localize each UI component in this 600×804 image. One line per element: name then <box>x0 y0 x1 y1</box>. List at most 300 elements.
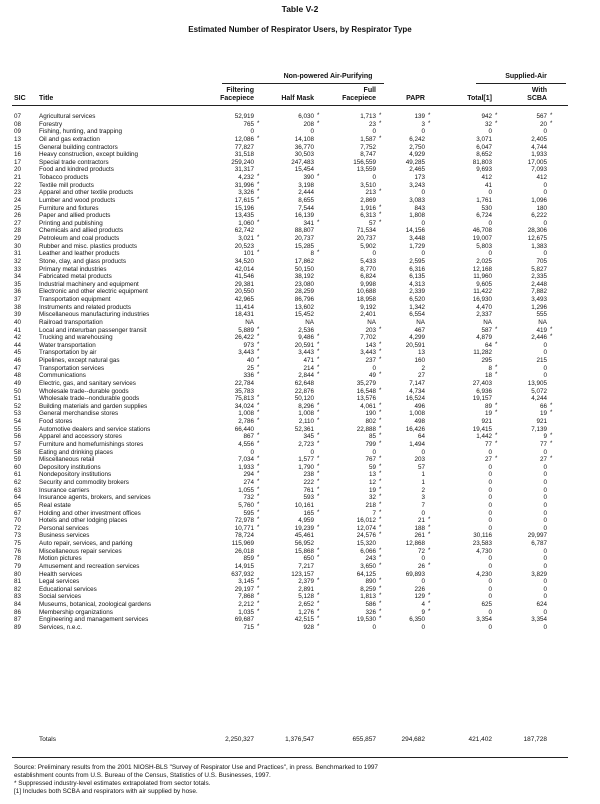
row-full: 15,320 <box>356 540 376 547</box>
row-title: Primary metal industries <box>39 265 107 273</box>
row-total: 1,761 <box>476 196 492 204</box>
row-title: Tobacco products <box>39 174 89 181</box>
row-with-scba: 17,005 <box>527 158 547 166</box>
row-with-scba: 0 <box>543 547 547 555</box>
row-full-flag: * <box>379 555 382 562</box>
row-total: 0 <box>488 509 492 517</box>
row-with-scba: 12,675 <box>527 235 547 242</box>
row-with-scba: 0 <box>543 524 547 532</box>
row-papr: 2,339 <box>409 288 425 296</box>
row-with-scba: 6,787 <box>531 540 547 547</box>
row-filtering-flag: * <box>257 341 260 348</box>
table-row <box>0 449 600 457</box>
row-papr: 6,350 <box>409 616 425 624</box>
row-total: 412 <box>481 174 492 181</box>
row-with-scba-flag: * <box>550 326 553 333</box>
row-papr: 188 <box>414 524 425 532</box>
row-sic: 36 <box>14 288 22 296</box>
row-title: Food and kindred products <box>39 166 114 174</box>
row-sic: 83 <box>14 593 22 601</box>
row-with-scba: 27 <box>539 456 547 464</box>
row-with-scba: 0 <box>543 501 547 509</box>
table-row <box>0 235 600 243</box>
row-half-mask-flag: * <box>317 440 320 447</box>
row-title: Instruments and related products <box>39 303 132 311</box>
row-full-flag: * <box>379 532 382 539</box>
row-with-scba: 0 <box>543 608 547 616</box>
row-full: 2,401 <box>360 311 376 319</box>
row-title: Wholesale trade--durable goods <box>39 387 129 395</box>
row-sic: 35 <box>14 280 22 288</box>
row-with-scba: 0 <box>543 479 547 486</box>
row-total: 0 <box>488 517 492 525</box>
row-half-mask: 214 <box>303 364 314 372</box>
row-half-mask: 2,891 <box>298 585 314 593</box>
row-papr: 7 <box>421 501 425 509</box>
row-papr-flag: * <box>428 532 431 539</box>
row-with-scba: 555 <box>536 311 547 319</box>
row-half-mask-flag: * <box>317 471 320 478</box>
row-papr: 27 <box>417 372 425 380</box>
row-papr: 160 <box>414 357 425 364</box>
row-filtering-flag: * <box>257 479 260 485</box>
row-total: 81,803 <box>472 158 492 166</box>
row-sic: 64 <box>14 494 22 502</box>
row-papr: 1,008 <box>409 410 425 418</box>
row-filtering-flag: * <box>257 456 260 463</box>
row-full: 6,824 <box>360 273 376 281</box>
row-half-mask: 2,723 <box>298 440 314 448</box>
row-title: Security and commodity brokers <box>39 479 129 486</box>
row-full: 13,559 <box>356 166 376 174</box>
row-sic: 65 <box>14 501 22 509</box>
row-papr: 6,316 <box>409 265 425 273</box>
row-half-mask-flag: * <box>317 578 320 585</box>
row-full: 799 <box>365 440 376 448</box>
row-title: Eating and drinking places <box>39 448 113 456</box>
row-full: 9,998 <box>360 280 376 288</box>
row-half-mask: 13,602 <box>294 303 314 311</box>
table-row <box>0 151 600 159</box>
row-filtering-flag: * <box>257 219 260 226</box>
column-header-full-line1: Full <box>363 87 376 94</box>
group-header-supplied: Supplied-Air <box>505 73 547 80</box>
row-sic: 52 <box>14 402 22 410</box>
row-title: Petroleum and coal products <box>39 235 120 242</box>
row-papr: 1,729 <box>409 242 425 250</box>
row-full-flag: * <box>379 517 382 524</box>
row-filtering: 52,919 <box>234 113 254 120</box>
row-title: Health services <box>39 570 83 578</box>
row-with-scba: 3,829 <box>531 570 547 578</box>
row-total: 2,025 <box>476 257 492 265</box>
row-half-mask: 50,150 <box>294 265 314 273</box>
row-half-mask: 8,655 <box>298 196 314 204</box>
table-row <box>0 479 600 487</box>
row-full: 23 <box>368 120 376 128</box>
row-papr-flag: * <box>428 113 431 119</box>
table-row <box>0 380 600 388</box>
row-half-mask: 650 <box>303 555 314 563</box>
row-total-flag: * <box>495 456 498 463</box>
row-sic: 87 <box>14 616 22 624</box>
row-with-scba: 2,446 <box>531 334 547 342</box>
table-row <box>0 601 600 609</box>
row-half-mask: 45,461 <box>294 532 314 540</box>
row-with-scba-flag: * <box>550 433 553 440</box>
row-total: 4,730 <box>476 547 492 555</box>
row-papr: 6,520 <box>409 296 425 303</box>
row-filtering-flag: * <box>257 623 260 630</box>
column-header-filtering <box>220 87 254 103</box>
row-title: Educational services <box>39 585 97 593</box>
row-filtering: 5,760 <box>238 501 254 509</box>
table-row <box>0 311 600 319</box>
table-row <box>0 433 600 441</box>
row-papr: 21 <box>417 517 425 525</box>
row-papr: 3 <box>421 494 425 502</box>
row-half-mask: 345 <box>303 433 314 441</box>
row-title: Hotels and other lodging places <box>39 517 128 525</box>
row-with-scba: 0 <box>543 555 547 563</box>
row-with-scba: 0 <box>543 349 547 357</box>
row-full: 16,012 <box>356 517 376 525</box>
row-filtering: 859 <box>243 555 254 563</box>
column-header-half-mask: Half Mask <box>281 95 314 102</box>
row-filtering: 765 <box>243 120 254 128</box>
row-total: 530 <box>481 204 492 212</box>
row-filtering-flag: * <box>257 235 260 241</box>
row-papr: 6,135 <box>409 273 425 281</box>
row-total: 19,007 <box>472 235 492 242</box>
row-with-scba: 0 <box>543 128 547 136</box>
column-header-with-line2: SCBA <box>527 95 547 102</box>
row-half-mask-flag: * <box>317 402 320 409</box>
row-full: 6,313 <box>360 212 376 220</box>
row-total: 0 <box>488 585 492 593</box>
row-papr: 1,342 <box>409 303 425 311</box>
row-with-scba: 419 <box>536 326 547 334</box>
row-total: 0 <box>488 479 492 486</box>
row-title: Building materials and garden supplies <box>39 402 148 410</box>
row-sic: 72 <box>14 524 22 532</box>
row-full-flag: * <box>379 135 382 142</box>
row-full: 3,510 <box>360 181 376 189</box>
row-total: 0 <box>488 555 492 563</box>
row-total: 625 <box>481 601 492 608</box>
row-total: 0 <box>488 486 492 494</box>
row-filtering-flag: * <box>257 349 260 356</box>
row-filtering: 72,978 <box>234 517 254 525</box>
row-half-mask-flag: * <box>317 623 320 630</box>
row-sic: 29 <box>14 235 22 242</box>
row-full: 156,559 <box>353 158 376 166</box>
row-sic: 70 <box>14 517 22 525</box>
column-header-sic: SIC <box>14 95 26 102</box>
row-sic: 57 <box>14 440 22 448</box>
row-filtering: 4,556 <box>238 440 254 448</box>
row-with-scba: 4,244 <box>531 395 547 403</box>
row-sic: 15 <box>14 143 22 151</box>
row-papr: 0 <box>421 448 425 456</box>
row-total-flag: * <box>495 410 498 417</box>
row-half-mask: 10,161 <box>294 501 314 509</box>
row-filtering-flag: * <box>257 189 260 196</box>
row-title: Textile mill products <box>39 181 94 189</box>
row-title: General merchandise stores <box>39 410 119 418</box>
row-total: 0 <box>488 219 492 227</box>
row-full: 1,813 <box>360 593 376 601</box>
row-sic: 47 <box>14 364 22 372</box>
row-half-mask-flag: * <box>317 219 320 226</box>
row-half-mask: 88,807 <box>294 227 314 235</box>
row-filtering-flag: * <box>257 517 260 524</box>
row-half-mask-flag: * <box>317 372 320 379</box>
row-half-mask-flag: * <box>317 418 320 424</box>
row-total: 4,470 <box>476 303 492 311</box>
row-total: 41 <box>484 181 492 189</box>
row-half-mask: 52,361 <box>294 425 314 433</box>
table-row <box>0 327 600 335</box>
row-sic: 80 <box>14 570 22 578</box>
row-papr: 9 <box>421 608 425 616</box>
row-full: 1,713 <box>360 113 376 120</box>
row-filtering: 31,317 <box>234 166 254 174</box>
column-header-papr: PAPR <box>406 95 425 102</box>
row-sic: 22 <box>14 181 22 189</box>
row-with-scba: 3,354 <box>531 616 547 624</box>
row-title: Electric, gas, and sanitary services <box>39 379 136 387</box>
row-full: 4,061 <box>360 402 376 410</box>
row-half-mask: 8 <box>310 250 314 258</box>
row-sic: 21 <box>14 174 22 181</box>
row-title: Wholesale trade--nondurable goods <box>39 395 140 403</box>
row-half-mask: 56,952 <box>294 540 314 547</box>
row-half-mask-flag: * <box>317 357 320 363</box>
row-total: 1,442 <box>476 433 492 441</box>
row-with-scba: 0 <box>543 219 547 227</box>
column-header-with-scba <box>527 87 547 103</box>
row-full: 0 <box>372 364 376 372</box>
row-half-mask-flag: * <box>317 456 320 463</box>
row-with-scba: 412 <box>536 174 547 181</box>
table-row <box>0 227 600 235</box>
row-half-mask: 238 <box>303 471 314 479</box>
row-with-scba: 3,493 <box>531 296 547 303</box>
row-with-scba: 215 <box>536 357 547 364</box>
row-sic: 23 <box>14 189 22 197</box>
row-sic: 89 <box>14 623 22 631</box>
row-sic: 59 <box>14 456 22 464</box>
row-full-flag: * <box>379 601 382 607</box>
row-filtering: 15,196 <box>234 204 254 212</box>
row-title: Membership organizations <box>39 608 113 616</box>
row-sic: 09 <box>14 128 22 136</box>
row-papr: 2,750 <box>409 143 425 151</box>
row-total-flag: * <box>495 364 498 371</box>
row-papr: 3 <box>421 120 425 128</box>
row-half-mask: 19,239 <box>294 524 314 532</box>
row-filtering: 259,240 <box>231 158 254 166</box>
row-sic: 16 <box>14 151 22 159</box>
table-row <box>0 121 600 129</box>
row-papr: 1 <box>421 471 425 479</box>
row-title: Lumber and wood products <box>39 196 116 204</box>
row-with-scba: 5,827 <box>531 265 547 273</box>
row-full-flag: * <box>379 616 382 623</box>
row-with-scba: 0 <box>543 486 547 494</box>
row-title: Automotive dealers and service stations <box>39 425 151 433</box>
row-full-flag: * <box>379 113 382 119</box>
row-title: Communications <box>39 372 86 380</box>
row-half-mask: 36,770 <box>294 143 314 151</box>
row-with-scba: 921 <box>536 418 547 425</box>
row-with-scba: 0 <box>543 341 547 349</box>
row-filtering: 3,021 <box>238 235 254 242</box>
row-sic: 08 <box>14 120 22 128</box>
row-title: Food stores <box>39 418 73 425</box>
row-papr: 69,893 <box>405 570 425 578</box>
row-filtering-flag: * <box>257 494 260 501</box>
row-with-scba: 6,222 <box>531 212 547 220</box>
row-title: Apparel and other textile products <box>39 189 134 197</box>
row-filtering: 40 <box>246 357 254 364</box>
column-header-full-line2: Facepiece <box>342 95 376 102</box>
row-sic: 86 <box>14 608 22 616</box>
row-total: 8,652 <box>476 151 492 159</box>
row-filtering: 29,197 <box>234 585 254 593</box>
row-full-flag: * <box>379 204 382 211</box>
table-row <box>0 113 600 121</box>
table-row <box>0 144 600 152</box>
footnote-suppressed: * Suppressed industry-level estimates extrapolated from sector totals. <box>14 780 211 787</box>
totals-with-scba: 187,728 <box>523 736 547 743</box>
row-total: 0 <box>488 524 492 532</box>
row-filtering: 4,232 <box>238 174 254 181</box>
row-total-flag: * <box>495 113 498 119</box>
row-total: 19 <box>484 410 492 418</box>
row-half-mask: 165 <box>303 509 314 517</box>
row-full: 802 <box>365 418 376 425</box>
row-papr: 0 <box>421 219 425 227</box>
row-half-mask: 1,790 <box>298 463 314 471</box>
row-half-mask-flag: * <box>317 120 320 127</box>
row-filtering: 732 <box>243 494 254 502</box>
row-total: 23,583 <box>472 540 492 547</box>
row-sic: 31 <box>14 250 22 258</box>
row-papr: 2 <box>421 486 425 494</box>
row-with-scba: 4,744 <box>531 143 547 151</box>
table-row <box>0 426 600 434</box>
row-half-mask: 247,483 <box>291 158 314 166</box>
row-sic: 17 <box>14 158 22 166</box>
row-half-mask: 3,443 <box>298 349 314 357</box>
row-full-flag: * <box>379 471 382 478</box>
row-total: 0 <box>488 623 492 631</box>
row-total: 11,960 <box>473 273 492 281</box>
table-row <box>0 212 600 220</box>
row-filtering-flag: * <box>257 120 260 127</box>
row-filtering-flag: * <box>257 410 260 417</box>
row-sic: 46 <box>14 357 22 364</box>
row-total: 0 <box>488 463 492 471</box>
row-with-scba-flag: * <box>550 402 553 409</box>
row-full-flag: * <box>379 456 382 463</box>
row-papr-flag: * <box>428 562 431 569</box>
row-sic: 51 <box>14 395 22 403</box>
row-half-mask: NA <box>305 318 314 326</box>
row-with-scba-flag: * <box>550 440 553 447</box>
row-full-flag: * <box>379 212 382 219</box>
row-filtering: 3,443 <box>238 349 254 357</box>
row-with-scba: 0 <box>543 364 547 372</box>
row-full-flag: * <box>379 326 382 333</box>
table-row <box>0 548 600 556</box>
row-papr: 4,299 <box>409 334 425 342</box>
row-half-mask: 2,844 <box>298 372 314 380</box>
row-sic: 81 <box>14 578 22 586</box>
row-title: Real estate <box>39 501 71 509</box>
row-full: 16,548 <box>356 387 376 395</box>
totals-papr: 294,682 <box>401 736 425 743</box>
row-half-mask-flag: * <box>317 494 320 501</box>
row-sic: 32 <box>14 257 22 265</box>
row-papr: 64 <box>417 433 425 441</box>
row-full: 586 <box>365 601 376 608</box>
row-total: 5,803 <box>476 242 492 250</box>
row-papr: 4,313 <box>409 280 425 288</box>
row-title: Holding and other investment offices <box>39 509 141 517</box>
row-filtering-flag: * <box>257 433 260 440</box>
row-sic: 53 <box>14 410 22 418</box>
row-filtering: 2,212 <box>238 601 254 608</box>
totals-total: 421,402 <box>468 736 492 743</box>
table-row <box>0 174 600 182</box>
row-filtering-flag: * <box>257 601 260 607</box>
row-filtering: 7,868 <box>238 593 254 601</box>
row-half-mask: 593 <box>303 494 314 502</box>
table-row <box>0 578 600 586</box>
row-papr: 0 <box>421 623 425 631</box>
table-row <box>0 296 600 304</box>
row-with-scba: 1,383 <box>531 242 547 250</box>
row-with-scba: 1,096 <box>531 196 547 204</box>
row-full: NA <box>367 318 376 326</box>
row-total: 0 <box>488 128 492 136</box>
row-total: 6,936 <box>476 387 492 395</box>
row-papr: 129 <box>414 593 425 601</box>
row-title: Paper and allied products <box>39 212 111 220</box>
table-row <box>0 266 600 274</box>
table-row <box>0 205 600 213</box>
row-filtering-flag: * <box>257 357 260 363</box>
row-title: Services, n.e.c. <box>39 623 83 631</box>
row-half-mask: 14,108 <box>294 135 314 143</box>
row-filtering-flag: * <box>257 418 260 424</box>
row-sic: 54 <box>14 418 22 425</box>
table-row <box>0 334 600 342</box>
row-total: 18 <box>484 372 492 380</box>
row-half-mask-flag: * <box>317 601 320 607</box>
row-sic: 07 <box>14 113 22 120</box>
table-row <box>0 571 600 579</box>
row-filtering-flag: * <box>257 326 260 333</box>
row-filtering-flag: * <box>257 196 260 203</box>
row-papr: 14,156 <box>405 227 425 235</box>
row-filtering: 11,414 <box>235 303 254 311</box>
row-total: 295 <box>481 357 492 364</box>
row-half-mask-flag: * <box>317 509 320 516</box>
